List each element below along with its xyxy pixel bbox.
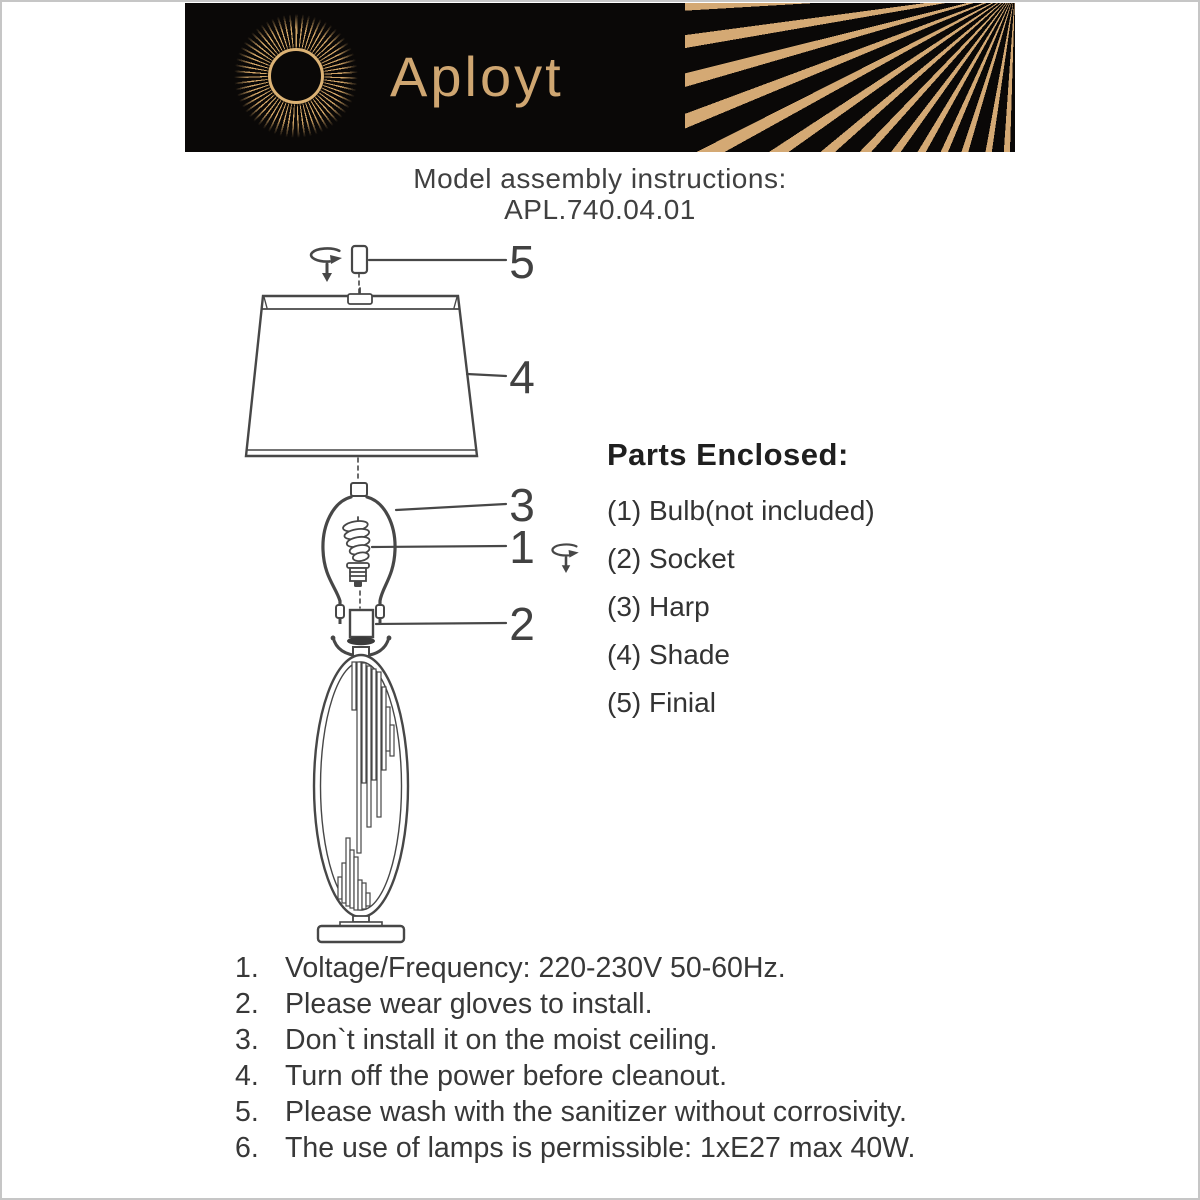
instruction-text: Please wear gloves to install. (285, 988, 653, 1020)
part-item-shade: (4) Shade (607, 639, 730, 670)
instruction-text: Turn off the power before cleanout. (285, 1060, 728, 1092)
rotate-icon (552, 544, 578, 572)
instruction-row (235, 1022, 1035, 1058)
instruction-number: 1. (235, 952, 259, 984)
title-block (0, 163, 1200, 225)
banner-corner-rays-icon (685, 3, 1015, 152)
leader-line-3 (396, 504, 506, 510)
rotate-icon (311, 248, 342, 282)
shade-part (246, 288, 477, 481)
instruction-number: 2. (235, 988, 259, 1020)
instruction-text: Don`t install it on the moist ceiling. (285, 1024, 718, 1056)
callout-label-socket: 2 (509, 598, 535, 650)
instruction-row (235, 1130, 1035, 1166)
instruction-row (235, 950, 1035, 986)
lamp-base (318, 916, 404, 942)
part-item-socket: (2) Socket (607, 543, 735, 574)
brand-name: Aployt (390, 45, 564, 108)
callout-label-bulb: 1 (509, 521, 535, 573)
sunburst-logo-icon (229, 9, 363, 143)
part-item-finial: (5) Finial (607, 687, 716, 718)
instruction-row (235, 1094, 1035, 1130)
leader-line-4 (467, 374, 506, 376)
part-item-harp: (3) Harp (607, 591, 710, 622)
lamp-diagram (200, 235, 620, 955)
instruction-number: 5. (235, 1096, 259, 1128)
callout-label-finial: 5 (509, 236, 535, 288)
instruction-row (235, 986, 1035, 1022)
finial-part (311, 246, 367, 293)
leader-line-1 (372, 546, 506, 547)
instruction-text: Voltage/Frequency: 220-230V 50-60Hz. (285, 952, 786, 984)
brand-banner (185, 3, 1015, 152)
parts-heading: Parts Enclosed: (607, 437, 849, 472)
instruction-row (235, 1058, 1035, 1094)
instructions-list (235, 950, 1035, 1166)
callout-label-shade: 4 (509, 351, 535, 403)
instruction-number: 4. (235, 1060, 259, 1092)
page-title: Model assembly instructions: (413, 163, 787, 194)
callout-label-harp: 3 (509, 479, 535, 531)
parts-list (607, 487, 875, 727)
instruction-text: The use of lamps is permissible: 1xE27 max 40W. (285, 1132, 916, 1164)
sunburst-ring (268, 48, 324, 104)
instruction-number: 3. (235, 1024, 259, 1056)
part-item-bulb: (1) Bulb(not included) (607, 495, 875, 526)
bulb-part (342, 517, 374, 608)
lamp-body (314, 655, 408, 917)
leader-line-2 (376, 623, 506, 624)
instruction-number: 6. (235, 1132, 259, 1164)
instruction-text: Please wash with the sanitizer without corrosivity. (285, 1096, 907, 1128)
model-number: APL.740.04.01 (504, 194, 696, 225)
parts-enclosed-section (607, 437, 875, 727)
